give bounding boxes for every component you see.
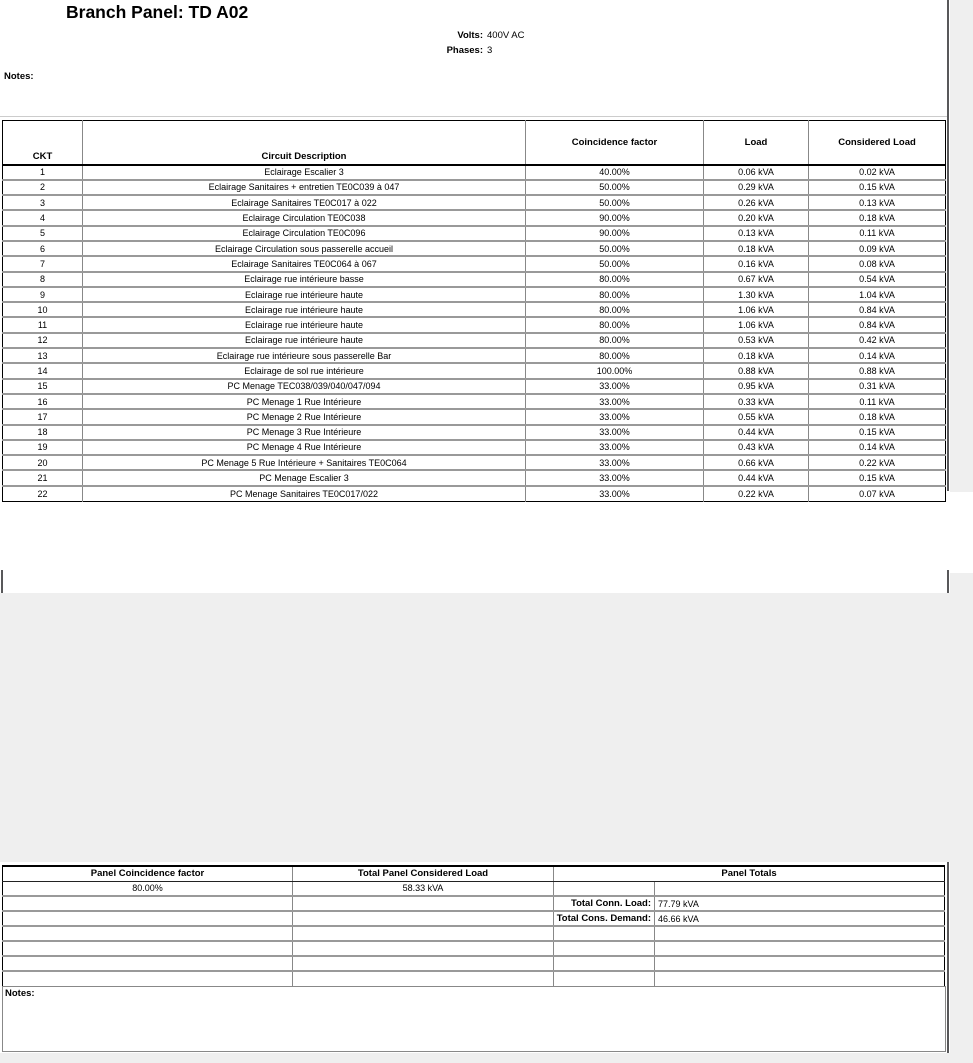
circuit-row [3, 470, 946, 485]
load-cell: 0.18 kVA [704, 348, 809, 363]
considered-load-cell: 0.11 kVA [809, 394, 946, 409]
ckt-cell: 1 [39, 167, 45, 178]
circuit-row [3, 363, 946, 378]
ckt-cell: 13 [3, 348, 83, 363]
total-conn-load-label: Total Conn. Load: [554, 896, 655, 911]
circuit-description-cell: Eclairage Circulation TE0C038 [83, 210, 526, 225]
considered-load-cell: 0.15 kVA [809, 470, 946, 485]
coincidence-factor-cell: 80.00% [526, 317, 704, 332]
empty-cell [554, 881, 655, 896]
coincidence-factor-cell: 33.00% [526, 394, 704, 409]
empty-cell [655, 881, 945, 896]
total-conn-load-value: 77.79 kVA [655, 896, 945, 911]
circuit-description-cell: PC Menage 2 Rue Intérieure [83, 409, 526, 424]
summary-table [2, 865, 945, 987]
load-cell: 0.33 kVA [704, 394, 809, 409]
circuit-row [3, 455, 946, 470]
considered-load-cell: 0.15 kVA [809, 180, 946, 195]
page-2-right-edge [947, 570, 949, 595]
load-cell: 0.55 kVA [704, 409, 809, 424]
load-cell: 0.13 kVA [704, 226, 809, 241]
considered-load-cell: 0.42 kVA [809, 333, 946, 348]
circuit-row [3, 287, 946, 302]
coincidence-factor-cell: 50.00% [526, 256, 704, 271]
volts-label: Volts: [457, 30, 483, 41]
ckt-cell: 11 [3, 317, 83, 332]
circuit-description-cell: PC Menage Escalier 3 [83, 470, 526, 485]
coincidence-factor-cell: 50.00% [526, 180, 704, 195]
circuit-row [3, 226, 946, 241]
col-header-load: Load [704, 121, 809, 165]
circuit-description-cell: Eclairage rue intérieure basse [83, 272, 526, 287]
coincidence-factor-cell: 50.00% [526, 241, 704, 256]
circuit-description-cell: Eclairage rue intérieure haute [83, 317, 526, 332]
load-cell: 0.95 kVA [704, 379, 809, 394]
circuit-table-header-row [3, 121, 946, 165]
coincidence-factor-cell: 33.00% [526, 440, 704, 455]
circuit-row [3, 379, 946, 394]
circuit-description-cell: Eclairage rue intérieure haute [83, 333, 526, 348]
col-header-description: Circuit Description [83, 121, 526, 165]
total-cons-demand-label: Total Cons. Demand: [554, 911, 655, 926]
summary-header-panel-totals: Panel Totals [554, 866, 945, 881]
coincidence-factor-cell: 80.00% [526, 287, 704, 302]
load-cell: 0.43 kVA [704, 440, 809, 455]
top-notes-label: Notes: [4, 71, 34, 82]
ckt-cell: 4 [3, 210, 83, 225]
ckt-cell: 6 [3, 241, 83, 256]
coincidence-factor-cell: 33.00% [526, 486, 704, 501]
ckt-cell: 16 [3, 394, 83, 409]
circuit-description-cell: PC Menage TEC038/039/040/047/094 [83, 379, 526, 394]
circuit-description-cell: Eclairage Escalier 3 [83, 165, 526, 180]
ckt-cell: 20 [3, 455, 83, 470]
circuit-row [3, 180, 946, 195]
circuit-description-cell: Eclairage de sol rue intérieure [83, 363, 526, 378]
coincidence-factor-cell: 100.00% [526, 363, 704, 378]
coincidence-factor-cell: 40.00% [526, 165, 704, 180]
empty-cell [293, 911, 554, 926]
summary-empty-row [3, 956, 945, 971]
circuit-description-cell: Eclairage rue intérieure sous passerelle Bar [83, 348, 526, 363]
ckt-cell: 12 [3, 333, 83, 348]
col-header-ckt: CKT [3, 121, 83, 165]
circuit-row [3, 425, 946, 440]
empty-cell [3, 911, 293, 926]
load-cell: 0.67 kVA [704, 272, 809, 287]
considered-load-cell: 0.02 kVA [809, 165, 946, 180]
panel-title: Branch Panel: TD A02 [66, 2, 249, 22]
ckt-cell: 22 [3, 486, 83, 501]
empty-cell [3, 896, 293, 911]
coincidence-factor-cell: 33.00% [526, 455, 704, 470]
considered-load-cell: 0.54 kVA [809, 272, 946, 287]
ckt-cell: 17 [3, 409, 83, 424]
ckt-cell: 21 [3, 470, 83, 485]
coincidence-factor-cell: 80.00% [526, 272, 704, 287]
total-conn-load-row [3, 896, 945, 911]
page-2 [0, 862, 949, 1053]
circuit-row [3, 272, 946, 287]
canvas-margin-bottom-right [950, 573, 973, 1063]
phases-value: 3 [487, 45, 493, 56]
circuit-description-cell: Eclairage Circulation TE0C096 [83, 226, 526, 241]
coincidence-factor-cell: 80.00% [526, 333, 704, 348]
ckt-cell: 10 [3, 302, 83, 317]
summary-values-row [3, 881, 945, 896]
coincidence-factor-cell: 33.00% [526, 379, 704, 394]
summary-empty-row [3, 941, 945, 956]
circuit-table [2, 120, 946, 502]
summary-header-considered: Total Panel Considered Load [293, 866, 554, 881]
circuit-table-body [3, 165, 946, 502]
phases-label: Phases: [446, 45, 483, 56]
summary-header-row [3, 866, 945, 881]
load-cell: 0.06 kVA [704, 165, 809, 180]
circuit-row [3, 440, 946, 455]
load-cell: 0.22 kVA [704, 486, 809, 501]
circuit-row [3, 394, 946, 409]
circuit-row [3, 165, 946, 180]
panel-considered-value: 58.33 kVA [293, 881, 554, 896]
ckt-cell: 3 [3, 195, 83, 210]
considered-load-cell: 1.04 kVA [809, 287, 946, 302]
coincidence-factor-cell: 33.00% [526, 425, 704, 440]
total-cons-demand-value: 46.66 kVA [655, 911, 945, 926]
circuit-description-cell: PC Menage 3 Rue Intérieure [83, 425, 526, 440]
total-cons-demand-row [3, 911, 945, 926]
ckt-cell: 2 [3, 180, 83, 195]
ckt-cell: 19 [3, 440, 83, 455]
considered-load-cell: 0.18 kVA [809, 409, 946, 424]
ckt-cell: 5 [3, 226, 83, 241]
ckt-cell: 7 [3, 256, 83, 271]
col-header-considered-load: Considered Load [809, 121, 946, 165]
ckt-cell: 9 [3, 287, 83, 302]
coincidence-factor-cell: 80.00% [526, 302, 704, 317]
load-cell: 0.29 kVA [704, 180, 809, 195]
considered-load-cell: 0.07 kVA [809, 486, 946, 501]
ckt-cell: 15 [3, 379, 83, 394]
coincidence-factor-cell: 80.00% [526, 348, 704, 363]
coincidence-factor-cell: 90.00% [526, 226, 704, 241]
considered-load-cell: 0.31 kVA [809, 379, 946, 394]
load-cell: 0.66 kVA [704, 455, 809, 470]
circuit-description-cell: PC Menage Sanitaires TE0C017/022 [83, 486, 526, 501]
canvas-margin-bottom [0, 1053, 950, 1063]
considered-load-cell: 0.18 kVA [809, 210, 946, 225]
load-cell: 0.44 kVA [704, 425, 809, 440]
circuit-description-cell: Eclairage Circulation sous passerelle accueil [83, 241, 526, 256]
volts-row [350, 28, 525, 43]
circuit-row [3, 486, 946, 501]
volts-value: 400V AC [487, 30, 525, 41]
ckt-cell: 8 [3, 272, 83, 287]
considered-load-cell: 0.84 kVA [809, 302, 946, 317]
load-cell: 0.16 kVA [704, 256, 809, 271]
coincidence-factor-cell: 50.00% [526, 195, 704, 210]
circuit-row [3, 195, 946, 210]
load-cell: 1.30 kVA [704, 287, 809, 302]
empty-cell [293, 896, 554, 911]
bottom-notes-box [2, 986, 946, 1052]
considered-load-cell: 0.84 kVA [809, 317, 946, 332]
panel-meta [350, 28, 525, 58]
page-1 [0, 0, 949, 499]
circuit-description-cell: PC Menage 1 Rue Intérieure [83, 394, 526, 409]
section-divider [0, 116, 947, 117]
considered-load-cell: 0.88 kVA [809, 363, 946, 378]
phases-row [350, 43, 525, 58]
page-2-left-edge [1, 570, 3, 595]
load-cell: 0.53 kVA [704, 333, 809, 348]
bottom-notes-label: Notes: [5, 988, 35, 999]
page-gap-background [0, 593, 950, 862]
panel-coincidence-value: 80.00% [132, 883, 163, 894]
load-cell: 0.88 kVA [704, 363, 809, 378]
load-cell: 0.20 kVA [704, 210, 809, 225]
load-cell: 0.44 kVA [704, 470, 809, 485]
col-header-coincidence-factor: Coincidence factor [526, 121, 704, 165]
circuit-row [3, 348, 946, 363]
circuit-description-cell: Eclairage rue intérieure haute [83, 302, 526, 317]
considered-load-cell: 0.14 kVA [809, 440, 946, 455]
considered-load-cell: 0.09 kVA [809, 241, 946, 256]
considered-load-cell: 0.11 kVA [809, 226, 946, 241]
considered-load-cell: 0.15 kVA [809, 425, 946, 440]
circuit-description-cell: Eclairage rue intérieure haute [83, 287, 526, 302]
load-cell: 1.06 kVA [704, 317, 809, 332]
considered-load-cell: 0.22 kVA [809, 455, 946, 470]
load-cell: 0.18 kVA [704, 241, 809, 256]
circuit-description-cell: Eclairage Sanitaires TE0C017 à 022 [83, 195, 526, 210]
circuit-description-cell: PC Menage 4 Rue Intérieure [83, 440, 526, 455]
considered-load-cell: 0.13 kVA [809, 195, 946, 210]
circuit-row [3, 256, 946, 271]
circuit-row [3, 333, 946, 348]
circuit-description-cell: Eclairage Sanitaires + entretien TE0C039 à 047 [83, 180, 526, 195]
ckt-cell: 14 [3, 363, 83, 378]
summary-header-coincidence: Panel Coincidence factor [3, 866, 293, 881]
circuit-row [3, 241, 946, 256]
canvas-margin-top-right [950, 0, 973, 492]
coincidence-factor-cell: 90.00% [526, 210, 704, 225]
coincidence-factor-cell: 33.00% [526, 409, 704, 424]
circuit-row [3, 409, 946, 424]
load-cell: 1.06 kVA [704, 302, 809, 317]
coincidence-factor-cell: 33.00% [526, 470, 704, 485]
considered-load-cell: 0.14 kVA [809, 348, 946, 363]
circuit-description-cell: PC Menage 5 Rue Intérieure + Sanitaires TE0C064 [83, 455, 526, 470]
circuit-description-cell: Eclairage Sanitaires TE0C064 à 067 [83, 256, 526, 271]
summary-empty-row [3, 971, 945, 986]
circuit-row [3, 302, 946, 317]
considered-load-cell: 0.08 kVA [809, 256, 946, 271]
summary-empty-row [3, 926, 945, 941]
circuit-row [3, 210, 946, 225]
circuit-row [3, 317, 946, 332]
ckt-cell: 18 [3, 425, 83, 440]
load-cell: 0.26 kVA [704, 195, 809, 210]
